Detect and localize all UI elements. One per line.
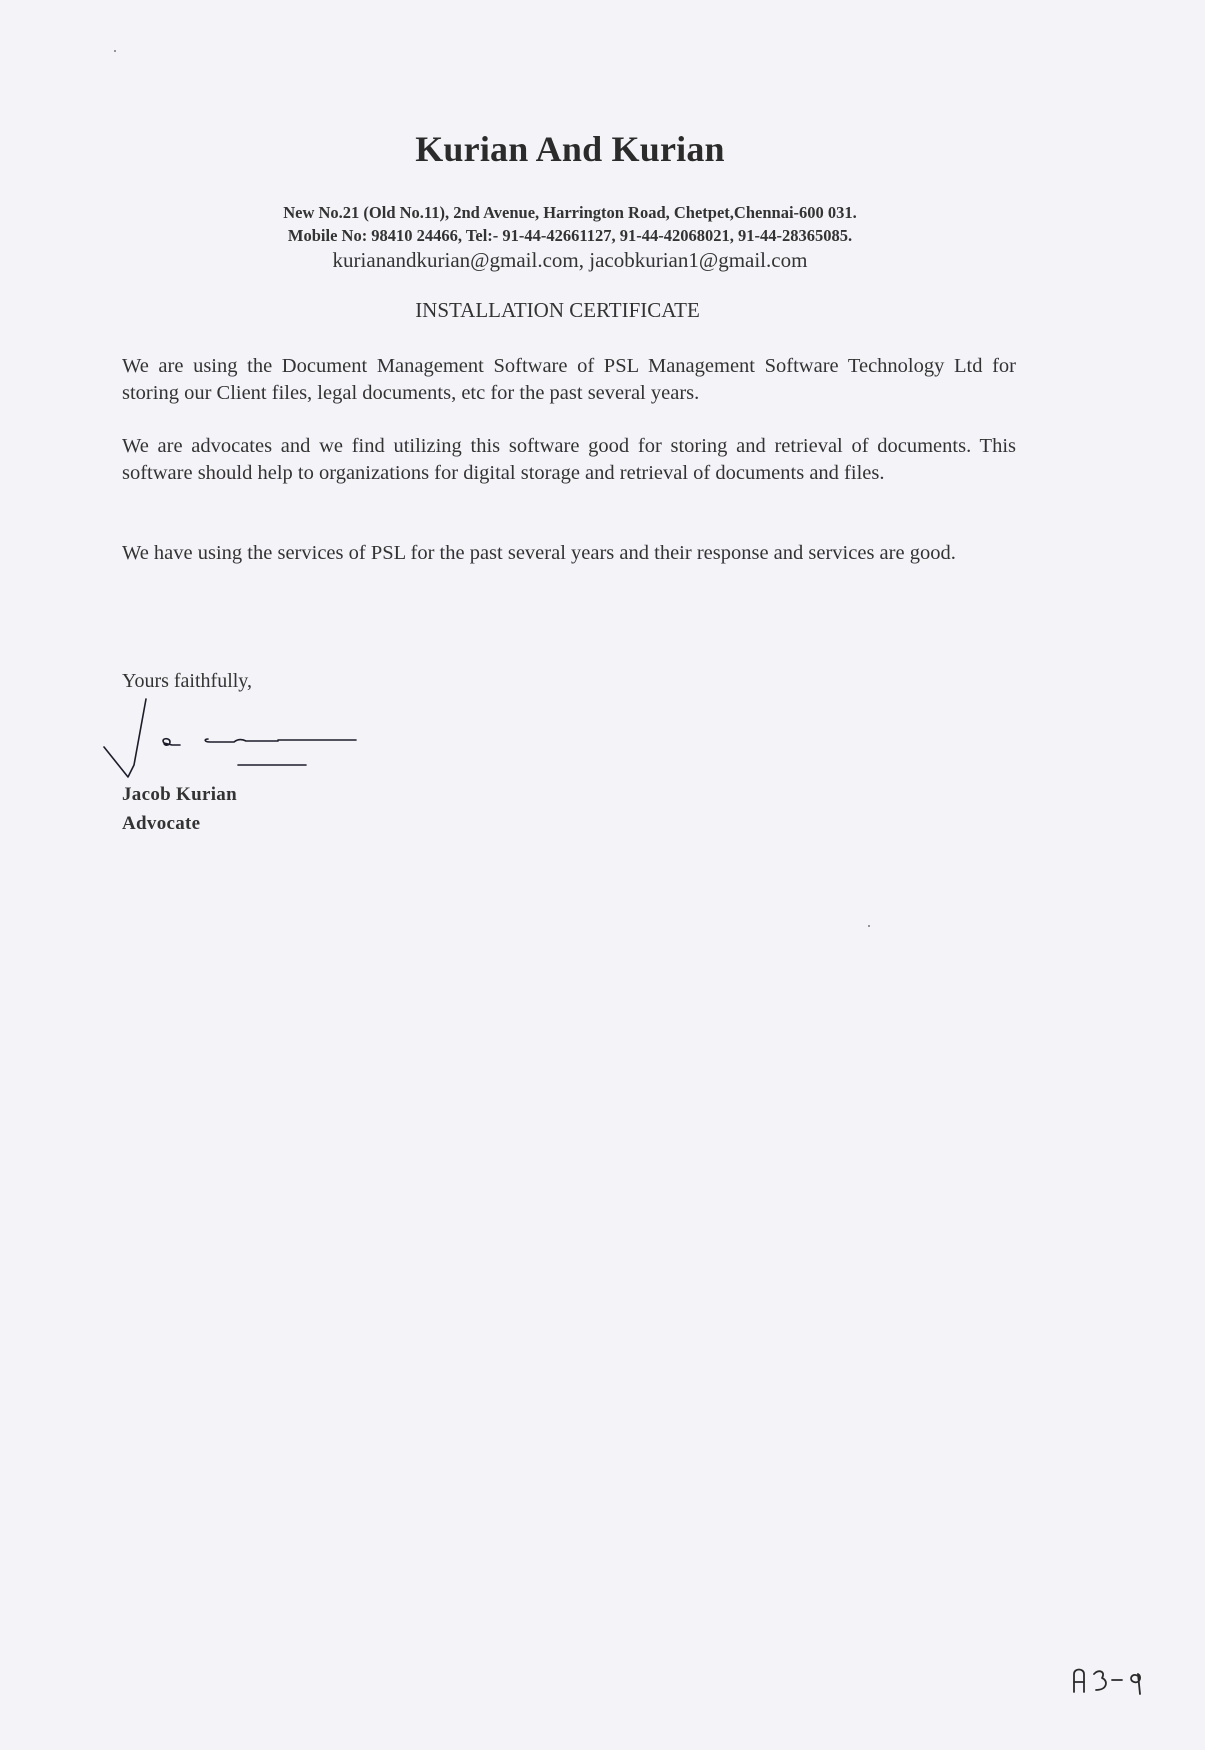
closing-salutation: Yours faithfully, bbox=[122, 670, 253, 692]
email-line: kurianandkurian@gmail.com, jacobkurian1@gmail.com bbox=[332, 248, 808, 272]
signatory-name: Jacob Kurian bbox=[122, 784, 237, 805]
body-paragraph-3: We have using the services of PSL for the past several years and their response and services are good. bbox=[122, 542, 956, 564]
body-paragraph-1: We are using the Document Management Software of PSL Management Software Technology Ltd for storing our Client files, legal documents, etc for the past several years. bbox=[122, 355, 1016, 404]
body-paragraph-2: We are advocates and we find utilizing this software good for storing and retrieval of documents. This software should help to organizations for digital storage and retrieval of documents and files. bbox=[122, 435, 1016, 484]
contact-line: Mobile No: 98410 24466, Tel:- 91-44-42661127, 91-44-42068021, 91-44-28365085. bbox=[287, 226, 853, 245]
address-line: New No.21 (Old No.11), 2nd Avenue, Harrington Road, Chetpet,Chennai-600 031. bbox=[283, 203, 857, 222]
handwritten-page-code bbox=[1068, 1660, 1158, 1700]
firm-name: Kurian And Kurian bbox=[415, 129, 725, 169]
scan-speck bbox=[868, 925, 870, 927]
scan-speck bbox=[114, 50, 116, 52]
certificate-heading: INSTALLATION CERTIFICATE bbox=[415, 298, 700, 322]
handwritten-signature bbox=[100, 695, 360, 785]
signatory-title: Advocate bbox=[122, 813, 201, 834]
